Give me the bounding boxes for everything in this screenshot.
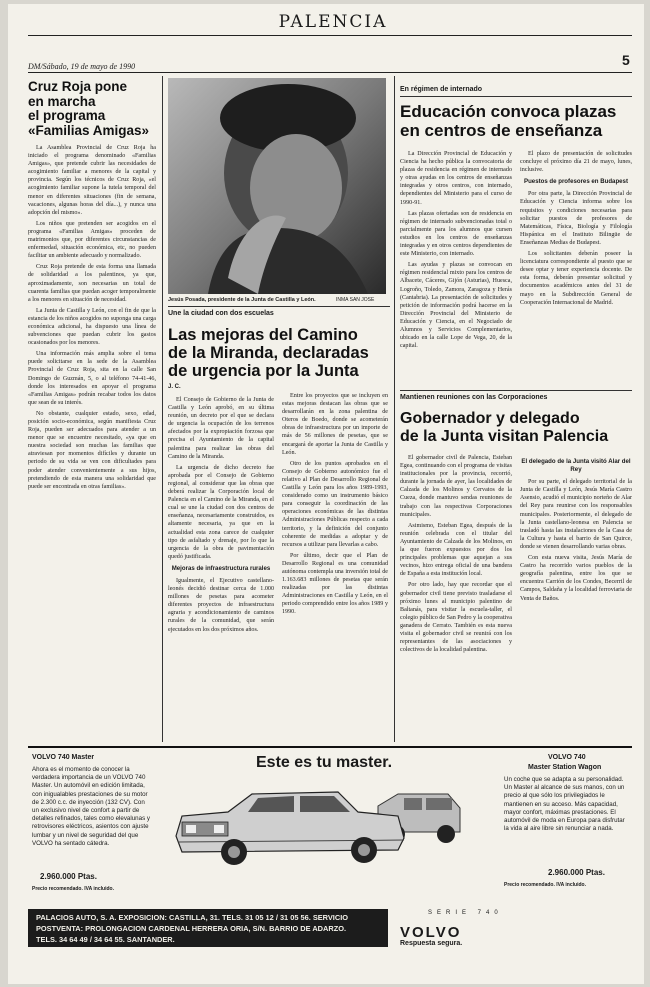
headline-line: Cruz Roja pone (28, 79, 128, 94)
headline-line: Gobernador y delegado (400, 410, 580, 427)
ad-top-rule (28, 746, 632, 748)
newspaper-page (8, 4, 644, 984)
gobernador-kicker: Mantienen reuniones con las Corporaciones (400, 394, 548, 401)
headline-line: de la Junta visitan Palencia (400, 428, 609, 445)
header-rule (28, 35, 632, 36)
paragraph: Las ayudas y plazas se convocan en régimen residencial mixto para los centros de Albacete, Cáceres, Gijón (Asturias), Huesca, Logroño, Toledo, Zamora, Zaragoza y Herás (Cantabria). La presentación de solicitudes y petición de información podrá hacerse en la Dirección Provincial del Ministerio de Educación y Ciencia, en el Negociado de Alumnos y Servicios Complementarios, ubicado en la calle Lope de Vega, 20, de la capital. (400, 262, 512, 350)
educacion-body-col1 (400, 150, 512, 382)
paragraph: Por otro lado, hay que recordar que el gobernador civil tiene previsto trasladarse el próximo lunes al municipio palentino de Baltanás, para visitar la escuela-taller, el colegio público de San Pedro y la cooperativa ganadera de Cerrato. También es esta nueva visita el gobernador civil se reunirá con los representantes de las asociaciones y colectivos de la localidad palentina. (400, 582, 512, 654)
cruz-roja-headline (28, 80, 156, 138)
paragraph: Otro de los puntos aprobados en el Consejo de Gobierno autonómico fue el relativo al Plan de Desarrollo Regional de Castilla y León para los años 1989-1993, considerado como un instrumento básico para conseguir la coordinación de las operaciones económicas de las distintas Administraciones Públicas respecto a cada territorio, y la definición del conjunto coherente de medidas a adoptar y de recursos a utilizar para llevarlas a cabo. (282, 460, 388, 548)
paragraph: Las plazas ofertadas son de residencia en régimen de internado subvencionadas total o parcialmente para los alumnos que cursen estudios en los centros de enseñanzas integradas y en otros centros dependientes de este Ministerio, con internado. (400, 210, 512, 258)
paragraph: El Consejo de Gobierno de la Junta de Castilla y León aprobó, en su última reunión, un decreto por el que se declara de urgencia la ocupación de los terrenos afectados por la expropiación forzosa que precisa el Ayuntamiento de la capital palentina para realizar las obras del Camino de la Miranda. (168, 397, 274, 460)
camino-body-col2 (282, 392, 388, 742)
gobernador-headline (400, 410, 632, 446)
gobernador-body-col2 (520, 454, 632, 742)
paragraph: Por su parte, el delegado territorial de la Junta de Castilla y León, Jesús María Castro Asensio, acudió el municipio norteño de Alar del Rey para reunirse con los responsables municipales. Posteriormente, el delegado de la Junta castellano-leonesa en Palencia se trasladó hasta las instalaciones de la Casa de la Cultura y hasta el barrio de San Quirce, donde se vienen desarrollando varias obras. (520, 479, 632, 550)
gobernador-body-col1 (400, 454, 512, 742)
camino-headline (168, 326, 390, 380)
paragraph: El plazo de presentación de solicitudes concluye el próximo día 21 de mayo, lunes, inclusive. (520, 151, 632, 174)
paragraph: Por último, decir que el Plan de Desarrollo Regional es una comunidad autónoma contempla una inversión total de 1.163.683 millones de pesetas que serán realizadas por las distintas Administraciones en Castilla y León, en el periodo comprendido entre los años 1989 y 1990. (282, 552, 388, 616)
ad-slogan: Este es tu master. (256, 754, 393, 771)
header-rule-bottom (28, 72, 632, 73)
serie-label: SERIE 740 (428, 910, 503, 916)
ad-right-text: Un coche que se adapta a su personalidad. Un Master al alcance de sus manos, con un precio al que sólo los privilegiados le mantienen en su acceso. Más capacidad, mayor confort, máximas prestaciones. El automóvil de moda en Europa para disfrutar la vida al aire libre sin renunciar a nada. (504, 776, 625, 833)
headline-line: de la Miranda, declaradas (168, 344, 369, 362)
rule (400, 96, 632, 97)
paragraph: La Dirección Provincial de Educación y Ciencia ha hecho pública la convocatoria de plazas de residencia en régimen de internado y otras ayudas en los centros de enseñanzas integradas y otros centros, con internado, dependientes del Ministerio para el curso de 1990-91. (400, 151, 512, 206)
volvo-cars-illustration (168, 776, 468, 876)
educacion-headline (400, 102, 632, 140)
portrait-photo (168, 78, 386, 294)
dealer-block (28, 909, 388, 947)
subheading: Mejoras de infraestructura rurales (171, 564, 271, 572)
rule (400, 390, 632, 391)
camino-byline: J. C. (168, 384, 181, 390)
paragraph: Una información más amplia sobre el tema puede solicitarse en la sede de la Asamblea Provincial de Cruz Roja, sita en la calle San Domingo de Guzmán, 5, o al teléfono 74-41-46, donde los interesados en apoyar el programa «Familias Amigas» podrán recabar todos los datos que sean de su interés. (28, 351, 156, 406)
ad-left-title: VOLVO 740 Master (32, 754, 95, 761)
page-number: 5 (622, 52, 630, 68)
dealer-line: PALACIOS AUTO, S. A. EXPOSICION: CASTILLA, 31. TELS. 31 05 12 / 31 05 56. SERVICIO (36, 913, 349, 922)
camino-body-col1 (168, 396, 274, 742)
educacion-body-col2 (520, 150, 632, 382)
headline-line: Educación convoca plazas (400, 102, 617, 121)
subheading: El delegado de la Junta visitó Alar del Rey (521, 458, 631, 474)
ad-right-note: Precio recomendado. IVA incluido. (504, 882, 586, 888)
ad-right-subtitle: Master Station Wagon (528, 764, 602, 771)
dealer-line: TELS. 34 64 49 / 34 64 55. SANTANDER. (36, 935, 175, 944)
volvo-logo: VOLVO (400, 924, 462, 941)
ad-right-title: VOLVO 740 (548, 754, 586, 761)
column-divider (394, 76, 395, 742)
paragraph: La urgencia de dicho decreto fue aprobada por el Consejo de Gobierno regional, al considerar que las obras que deberá realizar la Corporación local de Palencia en el Camino de la Miranda, en el cual se une la ciudad con dos centros de enseñanza, necesariamente construidos, es altamente necesaria, ya que en la actualidad esta zona carece de cualquier tipo de asfaltado y drenaje, por lo que la urgencia de la obra de pavimentación quedó justificada. (168, 464, 274, 560)
educacion-kicker: En régimen de internado (400, 86, 483, 93)
photo-caption: Jesús Posada, presidente de la Junta de Castilla y León. (168, 297, 316, 303)
headline-line: en centros de enseñanza (400, 121, 603, 140)
paragraph: La Junta de Castilla y León, con el fin de que la estancia de los niños acogidos no suponga una carga económica adicional, ha dispuesto una línea de subvenciones que puedan cubrir los gastos ocasionados por los menores. (28, 307, 156, 347)
paragraph: Igualmente, el Ejecutivo castellano-leonés decidió destinar cerca de 1.000 millones de pesetas para acometer diferentes proyectos de infraestructura agraria y acondicionamiento de caminos rurales de la comunidad, que serán ejecutados en los dos próximos años. (168, 577, 274, 633)
paragraph: Por otra parte, la Dirección Provincial de Educación y Ciencia informa sobre los requisitos y condiciones necesarias para solicitar puestos de profesores de Matemáticas, Física, Biología y Filología Hispánica en el Instituto Bilingüe de Enseñanzas Medias de Budapest. (520, 191, 632, 246)
ad-left-note: Precio recomendado. IVA incluido. (32, 886, 114, 892)
headline-line: «Familias Amigas» (28, 122, 150, 138)
headline-line: el programa (28, 108, 106, 123)
photo-credit: INMA SAN JOSE (336, 297, 375, 303)
headline-line: Las mejoras del Camino (168, 326, 358, 344)
dateline: DM/Sábado, 19 de mayo de 1990 (28, 62, 136, 71)
paragraph: Los niños que pretenden ser acogidos en el programa «Familias Amigas» proceden de matrimonios que, por diferentes circunstancias de enfermedad, situación económica, etc, no pueden facilitar un ambiente adecuado y normalizado. (28, 220, 156, 260)
headline-line: de urgencia por la Junta (168, 362, 359, 380)
paragraph: La Asamblea Provincial de Cruz Roja ha iniciado el programa denominado «Familias Amigas», que pretende cubrir las necesidades de acogimiento familiar a menores de la capital y provincia. Según los técnicos de Cruz Roja, «el acogimiento familiar supone la tutela temporal del menor en diferentes situaciones (fin de semana, vacaciones, algunas horas del día...), y nunca una adopción del mismo». (28, 145, 156, 216)
paragraph: Los solicitantes deberán poseer la licenciatura correspondiente al puesto que se desee optar y tener experiencia docente. De esta forma, deberán presentar solicitud y documentos académicos antes del 31 de mayo en la Subdirección General de Cooperación Internacional de Madrid. (520, 251, 632, 306)
ad-left-price: 2.960.000 Ptas. (40, 872, 97, 881)
volvo-tagline: Respuesta segura. (400, 940, 463, 947)
paragraph: No obstante, cualquier estado, sexo, edad, posición socio-económica, según manifiesta Cruz Roja, pueden ser adecuados para atender a un menor que se encuentre necesitado, «ya que en nuestra sociedad son muchas las familias que atraviesan por momentos difíciles y durante un periodo de su vida se ven con dificultades para poder atender convenientemente a sus hijos, pretendiendo de esta manera una solidaridad que puede ser encontrada en otras familias». (28, 410, 156, 490)
rule (168, 306, 390, 307)
headline-line: en marcha (28, 93, 96, 109)
ad-left-text: Ahora es el momento de conocer la verdadera importancia de un VOLVO 740 Master. Un automóvil en edición limitada, con inigualables prestaciones de su motor de 2.300 c.c. de inyección (132 CV). Con un exclusivo nivel de confort a partir de detalles refinados, tales como elevalunas y retrovisores eléctricos, asientos con ajuste lumbar y un nivel de seguridad del que VOLVO ha sentado cátedra. (32, 766, 150, 847)
paragraph: Asimismo, Esteban Egea, después de la reunión celebrada con el titular del Ayuntamiento de Calzada de los Molinos, en la que fueron expuestos por dos los principales problemas que aquejan a sus vecinos, hizo entrega oficial de una bandera de España a esta institución local. (400, 522, 512, 578)
subheading: Puestos de profesores en Budapest (524, 178, 628, 186)
dealer-line: POSTVENTA: PROLONGACION CARDENAL HERRERA ORIA, S/N. BARRIO DE ADARZO. (36, 924, 347, 933)
paragraph: Con esta nueva visita, Jesús María de Castro ha recorrido varios pueblos de la geografía palentina, entre los que se encuentra Carrión de los Condes, Becerril de Campos, Saldaña y la localidad ferroviaria de Venta de Baños. (520, 555, 632, 602)
ad-right-price: 2.960.000 Ptas. (548, 868, 605, 877)
column-divider (162, 76, 163, 742)
cruz-roja-body (28, 144, 156, 742)
section-title: PALENCIA (278, 12, 388, 32)
portrait-image (168, 78, 386, 294)
paragraph: Entre los proyectos que se incluyen en estas mejoras destacan las obras que se desarrollarán en la zona palentina de Oteros de Boedo, donde se acometerán obras de infraestructura por un importe de más de 56 millones de pesetas, que se encargará de aportar la Junta de Castilla y León. (282, 393, 388, 456)
paragraph: El gobernador civil de Palencia, Esteban Egea, continuando con el programa de visitas institucionales por la provincia, recorrió, durante la jornada de ayer, las localidades de Calzada de los Molinos y Cervatos de la Cueza, donde mantuvo sendas reuniones de trabajo con las respectivas Corporaciones municipales. (400, 455, 512, 518)
camino-kicker: Une la ciudad con dos escuelas (168, 310, 274, 317)
paragraph: Cruz Roja pretende de esta forma una llamada de solidaridad a los palentinos, ya que, aproximadamente, son necesarias un total de cuarenta familias que puedan acoger temporalmente a los menores en situación de necesidad. (28, 264, 156, 303)
